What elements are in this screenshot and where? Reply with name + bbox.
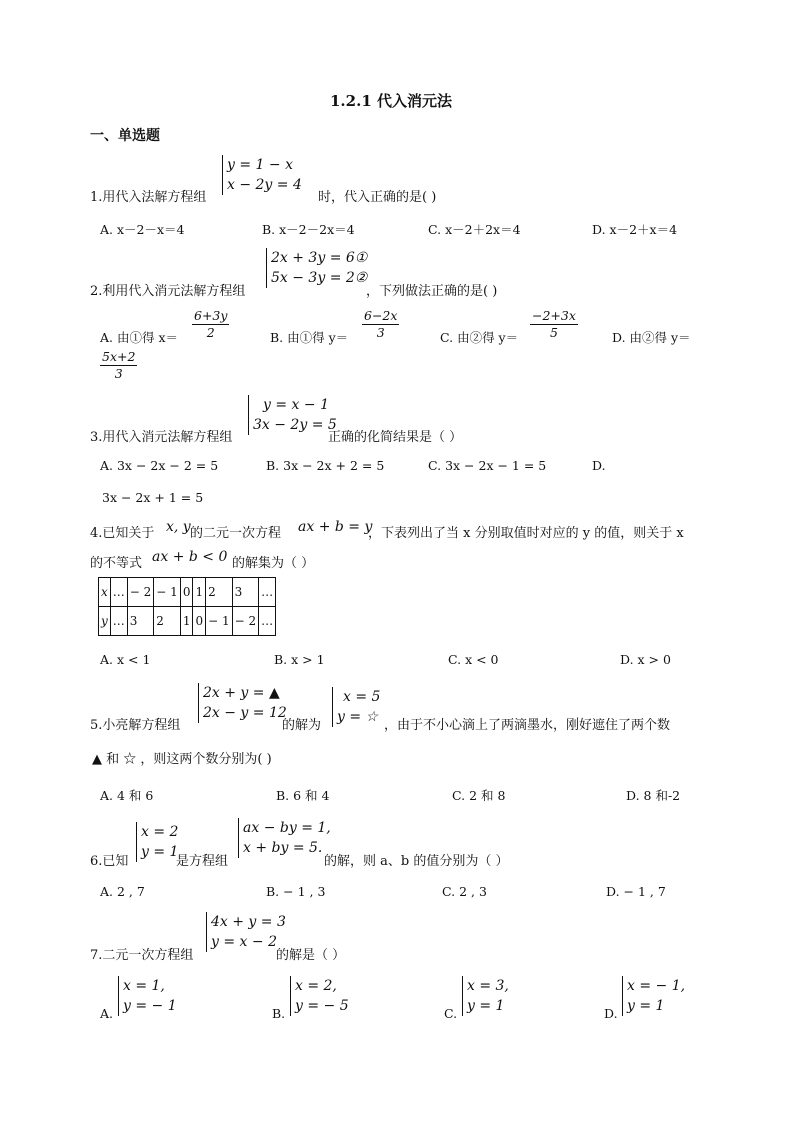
- q7-d-eq1: x = − 1,: [627, 978, 686, 994]
- table-row: [99, 578, 276, 607]
- q7-eq2: y = x − 2: [211, 934, 277, 950]
- q7-a-eq2: y = − 1: [123, 998, 177, 1014]
- table-row: [99, 607, 276, 636]
- q1-tail: 时，代入正确的是( ): [318, 190, 437, 205]
- q7-option-a-system[interactable]: [118, 976, 177, 1016]
- table-cell: 3: [232, 578, 259, 607]
- q6-eq2: x + by = 5.: [243, 840, 323, 856]
- q3-eq2: 3x − 2y = 5: [253, 417, 337, 433]
- q6-eq1: ax − by = 1,: [243, 820, 331, 836]
- q3-option-d[interactable]: D.: [592, 458, 606, 473]
- q7-c-eq2: y = 1: [467, 998, 505, 1014]
- q1-eq2: x − 2y = 4: [227, 177, 302, 193]
- q5-option-a[interactable]: A. 4 和 6: [100, 788, 154, 803]
- q4-equation: ax + b = y: [298, 519, 373, 535]
- q3-option-c[interactable]: C. 3x − 2x − 1 = 5: [428, 458, 547, 473]
- q6-option-c[interactable]: C. 2 , 3: [442, 884, 487, 899]
- q4-line1-a: 4.已知关于: [90, 526, 155, 541]
- q4-line1-c: ，下表列出了当 x 分别取值时对应的 y 的值，则关于 x: [368, 526, 684, 541]
- q2-d-denominator: 3: [100, 365, 137, 382]
- q3-option-b[interactable]: B. 3x − 2x + 2 = 5: [266, 458, 385, 473]
- q5-eq2: 2x − y = 12: [203, 705, 287, 721]
- q4-option-b[interactable]: B. x > 1: [274, 652, 325, 667]
- table-cell: 1: [193, 578, 206, 607]
- q2-d-numerator: 5x+2: [102, 349, 136, 364]
- q4-option-a[interactable]: A. x < 1: [100, 652, 151, 667]
- table-cell: − 1: [206, 607, 233, 636]
- q2-c-denominator: 5: [530, 324, 578, 341]
- q4-line1-b: 的二元一次方程: [190, 526, 282, 541]
- q7-tail: 的解是（ ）: [276, 948, 346, 963]
- q5-option-d[interactable]: D. 8 和-2: [626, 788, 681, 803]
- q4-values-table: [98, 577, 276, 636]
- q2-stem: 2.利用代入消元法解方程组: [90, 284, 246, 299]
- table-cell: …: [259, 578, 276, 607]
- q6-system: [238, 818, 331, 858]
- q3-option-a[interactable]: A. 3x − 2x − 2 = 5: [100, 458, 219, 473]
- q1-option-a[interactable]: A. x－2－x＝4: [100, 222, 185, 237]
- q6-option-d[interactable]: D. − 1 , 7: [606, 884, 666, 899]
- page-title: 1.2.1 代入消元法: [330, 92, 452, 110]
- q5-line2: ▲ 和 ☆ ，则这两个数分别为( ): [92, 752, 272, 767]
- q2-option-d[interactable]: D. 由②得 y＝: [612, 330, 691, 345]
- table-row-header: x: [99, 578, 111, 607]
- q1-option-d[interactable]: D. x－2＋x＝4: [592, 222, 678, 237]
- q2-option-b[interactable]: B. 由①得 y＝: [270, 330, 349, 345]
- q7-option-c-system[interactable]: [462, 976, 509, 1016]
- q4-option-d[interactable]: D. x > 0: [620, 652, 671, 667]
- table-cell: 1: [180, 607, 193, 636]
- q7-option-d-label[interactable]: D.: [604, 1006, 618, 1021]
- q7-stem: 7.二元一次方程组: [90, 948, 194, 963]
- q2-b-denominator: 3: [362, 324, 399, 341]
- table-cell: − 1: [154, 578, 181, 607]
- q3-tail: 正确的化简结果是（ ）: [328, 430, 463, 445]
- q2-eq1: 2x + 3y = 6①: [271, 250, 368, 266]
- q7-option-d-system[interactable]: [622, 976, 685, 1016]
- q5-sol2: y = ☆: [337, 709, 379, 725]
- q5-mid: 的解为: [282, 718, 322, 733]
- q7-b-eq2: y = − 5: [295, 998, 349, 1014]
- q7-d-eq2: y = 1: [627, 998, 665, 1014]
- q7-option-b-system[interactable]: [290, 976, 349, 1016]
- q5-tail: ，由于不小心滴上了两滴墨水，刚好遮住了两个数: [384, 718, 671, 733]
- q6-option-a[interactable]: A. 2 , 7: [100, 884, 145, 899]
- section-heading: 一、单选题: [90, 128, 160, 144]
- q6-sol1: x = 2: [141, 824, 179, 840]
- q6-solution: [136, 822, 178, 862]
- q2-option-a[interactable]: A. 由①得 x＝: [100, 330, 178, 345]
- q2-b-numerator: 6−2x: [364, 308, 398, 323]
- q7-eq1: 4x + y = 3: [211, 914, 286, 930]
- table-cell: …: [110, 607, 127, 636]
- q5-option-c[interactable]: C. 2 和 8: [452, 788, 506, 803]
- q4-line2-b: 的解集为（ ）: [232, 556, 315, 571]
- q7-a-eq1: x = 1,: [123, 978, 165, 994]
- q3-stem: 3.用代入消元法解方程组: [90, 430, 233, 445]
- q4-line2-a: 的不等式: [90, 556, 143, 571]
- table-row-header: y: [99, 607, 111, 636]
- q2-option-c[interactable]: C. 由②得 y＝: [440, 330, 519, 345]
- q5-stem: 5.小亮解方程组: [90, 718, 181, 733]
- q4-option-c[interactable]: C. x < 0: [448, 652, 499, 667]
- q3-option-d-expression: 3x − 2x + 1 = 5: [102, 490, 204, 505]
- q2-a-fraction: [192, 308, 229, 341]
- q6-option-b[interactable]: B. − 1 , 3: [266, 884, 326, 899]
- q2-c-fraction: [530, 308, 578, 341]
- q7-system: [206, 912, 286, 952]
- q2-a-denominator: 2: [192, 324, 229, 341]
- q2-eq2: 5x − 3y = 2②: [271, 270, 368, 286]
- q3-eq1: y = x − 1: [263, 397, 329, 413]
- table-cell: 2: [206, 578, 233, 607]
- q1-stem: 1.用代入法解方程组: [90, 190, 207, 205]
- q7-option-a-label[interactable]: A.: [100, 1006, 114, 1021]
- q6-tail: 的解，则 a、b 的值分别为（ ）: [324, 854, 509, 869]
- q1-eq1: y = 1 − x: [227, 157, 293, 173]
- q1-option-b[interactable]: B. x－2－2x＝4: [262, 222, 355, 237]
- table-cell: 3: [127, 607, 154, 636]
- q4-vars: x, y: [166, 519, 191, 535]
- q5-option-b[interactable]: B. 6 和 4: [276, 788, 330, 803]
- q5-eq1: 2x + y = ▲: [203, 685, 280, 701]
- q1-system: [222, 155, 302, 195]
- q7-option-b-label[interactable]: B.: [272, 1006, 286, 1021]
- q2-a-numerator: 6+3y: [194, 308, 228, 323]
- table-cell: …: [110, 578, 127, 607]
- q1-option-c[interactable]: C. x－2＋2x＝4: [428, 222, 521, 237]
- table-cell: 2: [154, 607, 181, 636]
- q5-solution: [332, 687, 380, 727]
- q7-option-c-label[interactable]: C.: [444, 1006, 458, 1021]
- q5-system: [198, 683, 287, 723]
- q4-inequality: ax + b < 0: [152, 549, 228, 565]
- q2-b-fraction: [362, 308, 399, 341]
- q2-system: [266, 248, 367, 288]
- q2-c-numerator: −2+3x: [532, 308, 576, 323]
- q2-tail: ，下列做法正确的是( ): [366, 284, 498, 299]
- q3-system: [248, 395, 337, 435]
- q6-stem: 6.已知: [90, 854, 129, 869]
- q7-c-eq1: x = 3,: [467, 978, 509, 994]
- table-cell: 0: [193, 607, 206, 636]
- table-cell: − 2: [232, 607, 259, 636]
- q5-sol1: x = 5: [343, 689, 381, 705]
- table-cell: − 2: [127, 578, 154, 607]
- q6-mid: 是方程组: [176, 854, 229, 869]
- q2-d-fraction: [100, 349, 137, 382]
- q6-sol2: y = 1: [141, 844, 179, 860]
- table-cell: …: [259, 607, 276, 636]
- table-cell: 0: [180, 578, 193, 607]
- q7-b-eq1: x = 2,: [295, 978, 337, 994]
